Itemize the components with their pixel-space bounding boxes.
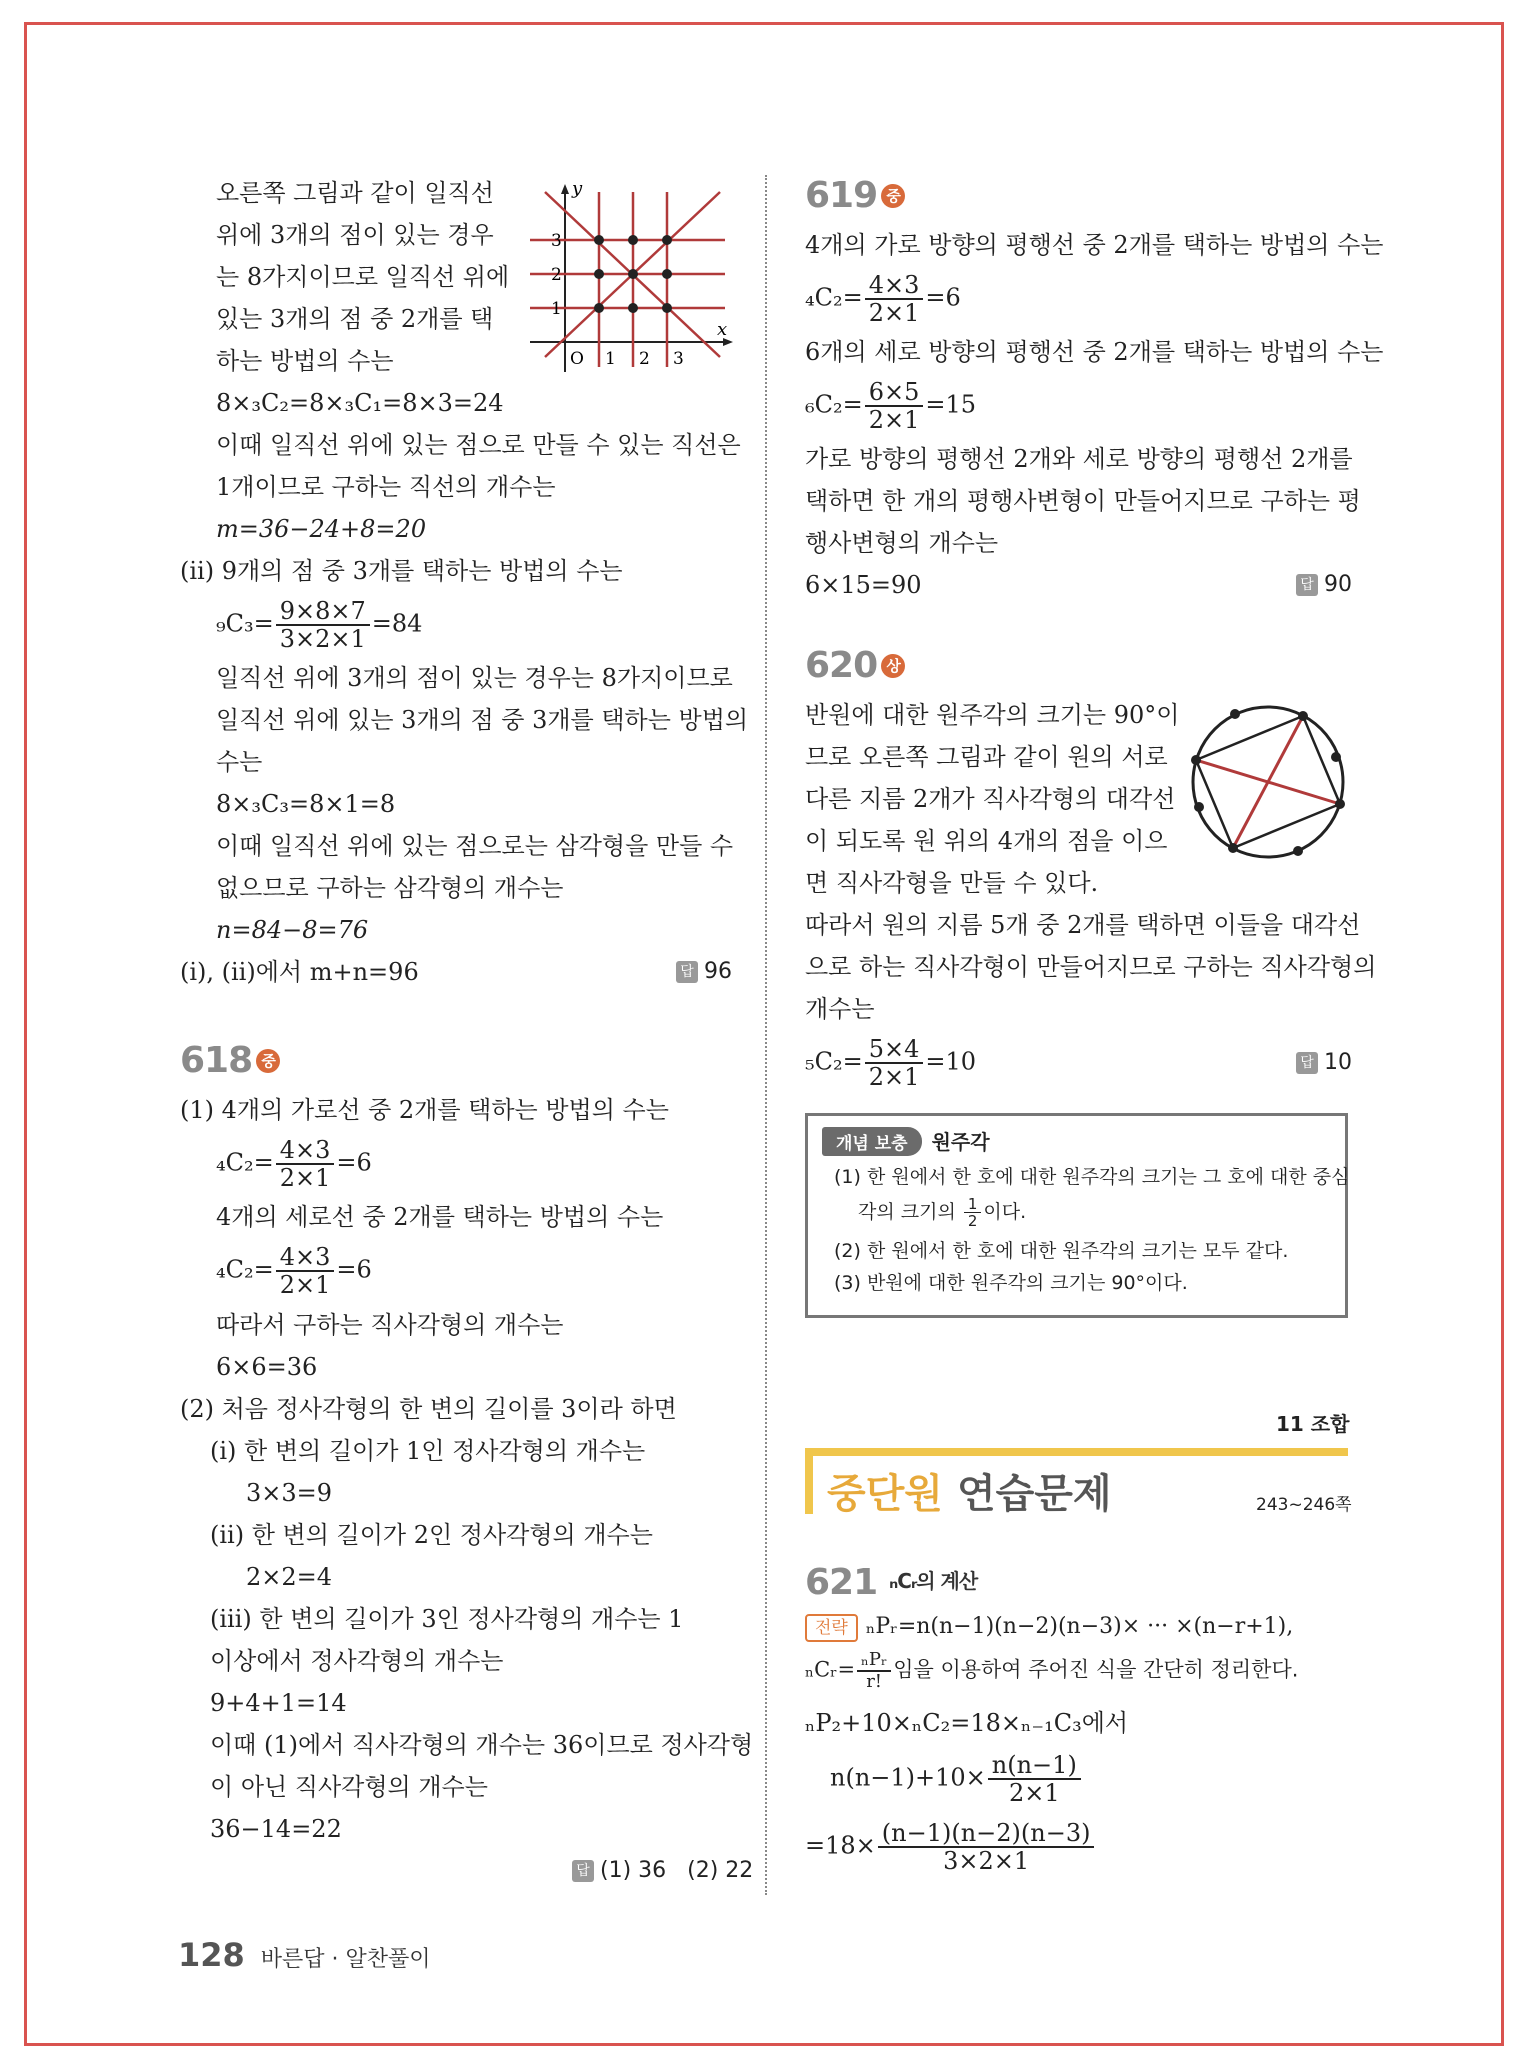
concept-line bbox=[858, 1196, 1026, 1229]
math-line: 2×2=4 bbox=[246, 1563, 333, 1591]
text-line: 행사변형의 개수는 bbox=[805, 529, 999, 557]
answer-value: 90 bbox=[1324, 572, 1352, 597]
level-badge: 상 bbox=[881, 654, 905, 678]
math-line: 9+4+1=14 bbox=[210, 1689, 347, 1717]
denominator: 3×2×1 bbox=[279, 625, 366, 653]
eq-post: =6 bbox=[336, 1255, 372, 1284]
text-line: 반원에 대한 원주각의 크기는 90°이 bbox=[805, 701, 1180, 729]
fraction-equation bbox=[805, 379, 976, 433]
math-line: n=84−8=76 bbox=[216, 916, 369, 944]
text-line: 따라서 원의 지름 5개 중 2개를 택하면 이들을 대각선 bbox=[805, 911, 1361, 939]
math-line: ₙP₂+10×ₙC₂=18×ₙ₋₁C₃에서 bbox=[805, 1709, 1129, 1737]
tick-label: 2 bbox=[551, 265, 562, 285]
fraction bbox=[865, 272, 924, 326]
level-badge: 중 bbox=[881, 184, 905, 208]
eq-pre: ₅C₂= bbox=[805, 1047, 863, 1076]
concept-title bbox=[822, 1126, 990, 1156]
banner-left-bar bbox=[805, 1448, 813, 1514]
strategy-text: ₙPᵣ=n(n−1)(n−2)(n−3)× ··· ×(n−r+1), bbox=[865, 1614, 1294, 1639]
text-line: 이때 일직선 위에 있는 점으로 만들 수 있는 직선은 bbox=[216, 431, 741, 459]
eq-post: =6 bbox=[336, 1148, 372, 1177]
tick-label: 3 bbox=[551, 231, 562, 251]
fraction-equation bbox=[216, 1244, 372, 1298]
fraction bbox=[865, 1036, 924, 1090]
section-title-part2: 연습문제 bbox=[957, 1471, 1112, 1517]
tick-label: 1 bbox=[605, 349, 616, 369]
strategy-line bbox=[805, 1612, 1293, 1642]
problem-number-620 bbox=[805, 645, 905, 686]
fraction bbox=[964, 1196, 982, 1229]
math-line: m=36−24+8=20 bbox=[216, 515, 427, 543]
text-line: 일직선 위에 있는 3개의 점 중 3개를 택하는 방법의 bbox=[216, 706, 749, 734]
problem-number: 620 bbox=[805, 645, 878, 686]
fraction bbox=[857, 1650, 891, 1692]
text-line: 이때 일직선 위에 있는 점으로는 삼각형을 만들 수 bbox=[216, 832, 734, 860]
denominator: 2×1 bbox=[279, 1271, 331, 1299]
fraction bbox=[276, 598, 370, 652]
eq-post: =6 bbox=[925, 283, 961, 312]
concept-line: (2) 한 원에서 한 호에 대한 원주각의 크기는 모두 같다. bbox=[834, 1240, 1289, 1262]
fraction-equation bbox=[216, 598, 422, 652]
tick-label: 3 bbox=[673, 349, 684, 369]
concept-badge: 개념 보충 bbox=[822, 1127, 922, 1156]
math-line: 3×3=9 bbox=[246, 1479, 333, 1507]
strategy-text: ₙCᵣ= bbox=[805, 1657, 856, 1682]
numerator: 9×8×7 bbox=[276, 598, 370, 626]
denominator: 2×1 bbox=[279, 1164, 331, 1192]
tick-label: O bbox=[570, 349, 584, 369]
problem-number: 619 bbox=[805, 175, 878, 216]
concept-line: (3) 반원에 대한 원주각의 크기는 90°이다. bbox=[834, 1272, 1188, 1294]
fraction bbox=[865, 379, 924, 433]
answer-620 bbox=[1296, 1048, 1352, 1078]
tick-label: 2 bbox=[639, 349, 650, 369]
intro-line: 는 8가지이므로 일직선 위에 bbox=[216, 263, 510, 291]
concept-box bbox=[805, 1113, 1348, 1318]
denominator: 2×1 bbox=[868, 299, 920, 327]
text-line: (1) 4개의 가로선 중 2개를 택하는 방법의 수는 bbox=[180, 1096, 669, 1124]
answer-618 bbox=[572, 1856, 753, 1886]
eq-post: =10 bbox=[925, 1047, 977, 1076]
text-line: 이상에서 정사각형의 개수는 bbox=[210, 1647, 504, 1675]
answer-619 bbox=[1296, 570, 1352, 600]
problem-topic: ₙCᵣ의 계산 bbox=[889, 1569, 978, 1593]
problem-number-619 bbox=[805, 175, 905, 216]
text-line: 일직선 위에 3개의 점이 있는 경우는 8가지이므로 bbox=[216, 664, 733, 692]
concept-topic: 원주각 bbox=[931, 1130, 990, 1154]
concept-text: 이다. bbox=[983, 1201, 1027, 1223]
text-line: 없으므로 구하는 삼각형의 개수는 bbox=[216, 874, 564, 902]
fraction bbox=[988, 1752, 1081, 1806]
numerator: ₙPᵣ bbox=[857, 1650, 891, 1672]
text-line: 므로 오른쪽 그림과 같이 원의 서로 bbox=[805, 743, 1168, 771]
text-line: (ⅱ) 9개의 점 중 3개를 택하는 방법의 수는 bbox=[180, 557, 623, 585]
answer-617 bbox=[676, 957, 732, 987]
fraction-equation bbox=[805, 272, 961, 326]
denominator: 2×1 bbox=[1008, 1779, 1060, 1807]
banner-top-bar bbox=[805, 1448, 1348, 1456]
denominator: 2×1 bbox=[868, 406, 920, 434]
fraction-equation bbox=[805, 1036, 976, 1090]
answer-value: (1) 36 (2) 22 bbox=[600, 1858, 754, 1883]
text-line: 택하면 한 개의 평행사변형이 만들어지므로 구하는 평 bbox=[805, 487, 1361, 515]
fraction bbox=[276, 1244, 335, 1298]
chapter-label: 11 조합 bbox=[1276, 1412, 1350, 1436]
answer-tag-icon: 답 bbox=[572, 1860, 594, 1882]
grid-figure bbox=[525, 182, 735, 382]
section-title-part1: 중단원 bbox=[827, 1471, 943, 1517]
fraction-equation bbox=[216, 1137, 372, 1191]
numerator: (n−1)(n−2)(n−3) bbox=[878, 1820, 1095, 1848]
text-line: (2) 처음 정사각형의 한 변의 길이를 3이라 하면 bbox=[180, 1395, 677, 1423]
math-line: 8×₃C₃=8×1=8 bbox=[216, 790, 396, 818]
eq-pre: ₉C₃= bbox=[216, 609, 274, 638]
answer-value: 10 bbox=[1324, 1050, 1352, 1075]
eq-post: =84 bbox=[371, 609, 423, 638]
math-line: 6×15=90 bbox=[805, 571, 922, 599]
denominator: 2 bbox=[967, 1212, 978, 1230]
concept-text: 각의 크기의 bbox=[858, 1201, 962, 1223]
text-line: 이 되도록 원 위의 4개의 점을 이으 bbox=[805, 827, 1168, 855]
tick-label: 1 bbox=[551, 299, 562, 319]
numerator: 4×3 bbox=[276, 1244, 335, 1272]
circle-rectangle-figure bbox=[1183, 697, 1353, 867]
numerator: n(n−1) bbox=[988, 1752, 1081, 1780]
strategy-badge: 전략 bbox=[805, 1614, 858, 1642]
fraction bbox=[276, 1137, 335, 1191]
text-line: 가로 방향의 평행선 2개와 세로 방향의 평행선 2개를 bbox=[805, 445, 1353, 473]
problem-number: 618 bbox=[180, 1040, 253, 1081]
problem-number: 621 bbox=[805, 1562, 878, 1603]
eq-pre: n(n−1)+10× bbox=[830, 1763, 986, 1792]
numerator: 6×5 bbox=[865, 379, 924, 407]
numerator: 4×3 bbox=[865, 272, 924, 300]
text-line: 4개의 세로선 중 2개를 택하는 방법의 수는 bbox=[216, 1203, 664, 1231]
intro-line: 하는 방법의 수는 bbox=[216, 347, 394, 375]
answer-tag-icon: 답 bbox=[676, 961, 698, 983]
numerator: 1 bbox=[964, 1196, 982, 1213]
axis-x-label: x bbox=[717, 319, 728, 340]
eq-post: =15 bbox=[925, 390, 977, 419]
text-line: 이때 (1)에서 직사각형의 개수는 36이므로 정사각형 bbox=[210, 1731, 754, 1759]
level-badge: 중 bbox=[256, 1049, 280, 1073]
strategy-line bbox=[805, 1650, 1298, 1692]
intro-line: 있는 3개의 점 중 2개를 택 bbox=[216, 305, 494, 333]
intro-line: 위에 3개의 점이 있는 경우 bbox=[216, 221, 494, 249]
text-line: 따라서 구하는 직사각형의 개수는 bbox=[216, 1311, 564, 1339]
denominator: 2×1 bbox=[868, 1063, 920, 1091]
text-line: 4개의 가로 방향의 평행선 중 2개를 택하는 방법의 수는 bbox=[805, 231, 1384, 259]
fraction-equation bbox=[805, 1820, 1096, 1874]
book-title: 바른답 · 알찬풀이 bbox=[260, 1947, 431, 1972]
text-line: 개수는 bbox=[805, 995, 875, 1023]
text-line: (ⅱ) 한 변의 길이가 2인 정사각형의 개수는 bbox=[210, 1521, 653, 1549]
math-line: 36−14=22 bbox=[210, 1815, 342, 1843]
text-line: 다른 지름 2개가 직사각형의 대각선 bbox=[805, 785, 1176, 813]
text-line: 1개이므로 구하는 직선의 개수는 bbox=[216, 473, 556, 501]
axis-y-label: y bbox=[572, 182, 583, 199]
section-pages: 243~246쪽 bbox=[1256, 1495, 1352, 1515]
eq-pre: ₆C₂= bbox=[805, 390, 863, 419]
math-line: 8×₃C₂=8×₃C₁=8×3=24 bbox=[216, 389, 504, 417]
denominator: 3×2×1 bbox=[943, 1847, 1030, 1875]
page-footer bbox=[178, 1936, 431, 1974]
fraction bbox=[878, 1820, 1095, 1874]
fraction-equation bbox=[830, 1752, 1083, 1806]
denominator: r! bbox=[866, 1671, 883, 1692]
text-line: (ⅰ), (ⅱ)에서 m+n=96 bbox=[180, 958, 419, 986]
eq-pre: ₄C₂= bbox=[805, 283, 863, 312]
text-line: 6개의 세로 방향의 평행선 중 2개를 택하는 방법의 수는 bbox=[805, 338, 1384, 366]
text-line: 으로 하는 직사각형이 만들어지므로 구하는 직사각형의 bbox=[805, 953, 1377, 981]
text-line: (ⅰ) 한 변의 길이가 1인 정사각형의 개수는 bbox=[210, 1437, 646, 1465]
eq-pre: ₄C₂= bbox=[216, 1148, 274, 1177]
concept-line: (1) 한 원에서 한 호에 대한 원주각의 크기는 그 호에 대한 중심 bbox=[834, 1166, 1350, 1188]
math-line: 6×6=36 bbox=[216, 1353, 318, 1381]
problem-number-621 bbox=[805, 1562, 977, 1603]
eq-pre: =18× bbox=[805, 1831, 876, 1860]
eq-pre: ₄C₂= bbox=[216, 1255, 274, 1284]
text-line: (ⅲ) 한 변의 길이가 3인 정사각형의 개수는 1 bbox=[210, 1605, 684, 1633]
numerator: 4×3 bbox=[276, 1137, 335, 1165]
strategy-text: 임을 이용하여 주어진 식을 간단히 정리한다. bbox=[893, 1657, 1299, 1682]
problem-number-618 bbox=[180, 1040, 280, 1081]
answer-tag-icon: 답 bbox=[1296, 1052, 1318, 1074]
page-number: 128 bbox=[178, 1936, 245, 1974]
answer-tag-icon: 답 bbox=[1296, 574, 1318, 596]
text-line: 이 아닌 직사각형의 개수는 bbox=[210, 1773, 488, 1801]
column-divider bbox=[765, 175, 767, 1895]
numerator: 5×4 bbox=[865, 1036, 924, 1064]
answer-value: 96 bbox=[704, 959, 732, 984]
text-line: 수는 bbox=[216, 748, 263, 776]
text-line: 면 직사각형을 만들 수 있다. bbox=[805, 869, 1099, 897]
intro-line: 오른쪽 그림과 같이 일직선 bbox=[216, 179, 494, 207]
